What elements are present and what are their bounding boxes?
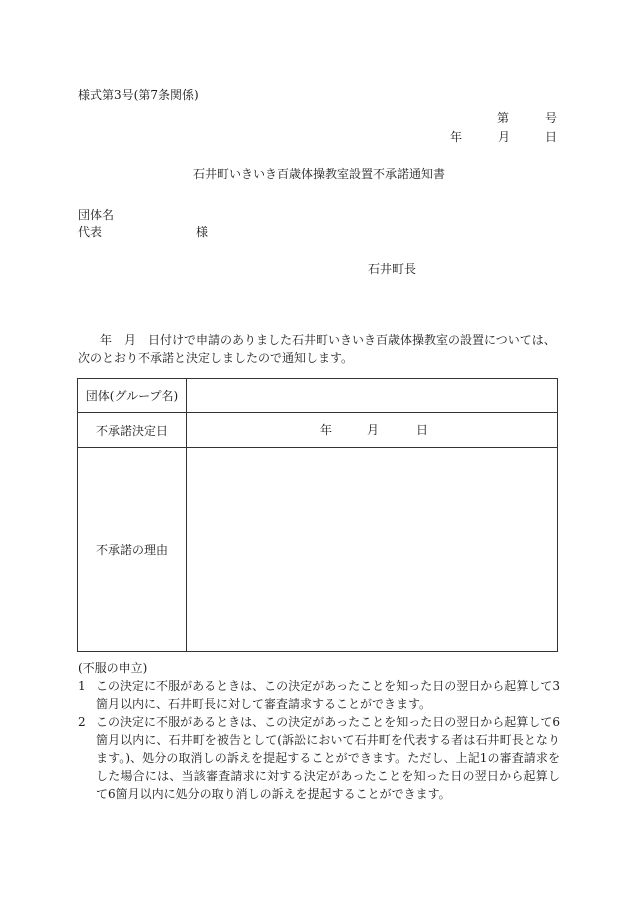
appeal-item-number: 2	[78, 715, 86, 729]
table-row	[78, 379, 558, 413]
date-day: 日	[545, 130, 558, 144]
reason-value-cell	[187, 448, 558, 652]
decision-date-value-cell	[187, 413, 558, 448]
appeal-heading: (不服の申立)	[78, 661, 148, 675]
group-value-cell	[187, 379, 558, 413]
group-name-label: 団体名	[78, 208, 115, 222]
appeal-item-text: この決定に不服があるときは、この決定があったことを知った日の翌日から起算して3箇月以内に、石井町長に対して審査請求することができます。	[96, 679, 560, 711]
decision-day: 日	[416, 423, 429, 437]
appeal-item-text: この決定に不服があるときは、この決定があったことを知った日の翌日から起算して6箇月以内に、石井町を被告として(訴訟において石井町を代表する者は石井町長となります。)、処分の取消しの訴えを提起することができます。ただし、上記1の審査請求をした場合には、当該審査請求に対する決定があったことを知った日の翌日から起算して6箇月以内に処分の取り消しの訴えを提起することができます。	[96, 715, 560, 801]
notice-table	[77, 378, 558, 652]
table-row	[78, 413, 558, 448]
appeal-notes	[78, 659, 560, 803]
appeal-item-1	[78, 677, 560, 713]
appeal-item-number: 1	[78, 679, 86, 693]
decision-date-label-cell: 不承諾決定日	[78, 413, 187, 448]
body-paragraph	[78, 331, 558, 367]
table-row	[78, 448, 558, 652]
sama-label: 様	[196, 225, 209, 239]
date-month: 月	[498, 130, 511, 144]
body-line-1: 年 月 日付けで申請のありました石井町いきいき百歳体操教室の設置については、	[100, 333, 556, 347]
body-line-2: 次のとおり不承諾と決定しましたので通知します。	[78, 351, 354, 365]
form-number: 様式第3号(第7条関係)	[78, 88, 199, 102]
ref-go: 号	[545, 111, 558, 125]
ref-dai: 第	[497, 111, 510, 125]
date-year: 年	[450, 130, 463, 144]
reason-label-cell: 不承諾の理由	[78, 448, 187, 652]
appeal-item-2	[78, 713, 560, 803]
representative-label: 代表	[78, 225, 103, 239]
decision-year: 年	[320, 423, 333, 437]
decision-month: 月	[367, 423, 380, 437]
group-label-cell: 団体(グループ名)	[78, 379, 187, 413]
document-title: 石井町いきいき百歳体操教室設置不承諾通知書	[193, 167, 446, 181]
issuer: 石井町長	[368, 262, 417, 276]
